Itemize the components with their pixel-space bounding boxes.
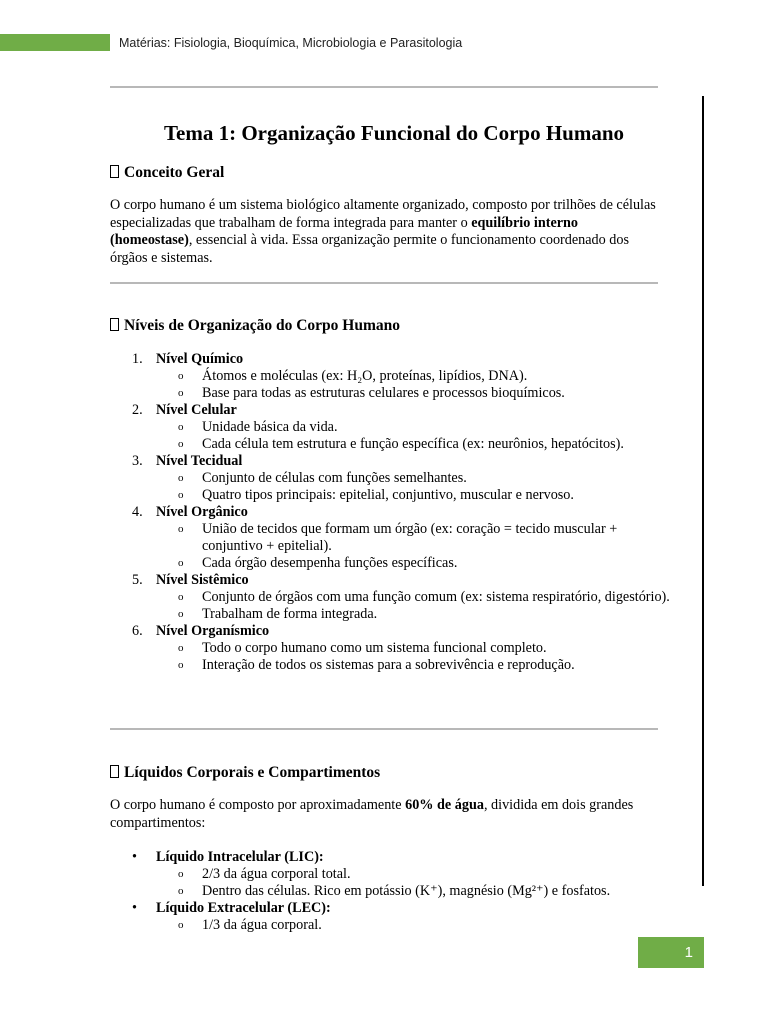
sub-bullet: o: [178, 557, 184, 569]
sub-item-text: Unidade básica da vida.: [202, 419, 338, 435]
list-item: [110, 351, 670, 368]
missing-glyph-icon: [110, 165, 119, 178]
list-number: 2.: [132, 402, 143, 418]
list-item: [110, 572, 670, 589]
compartments-list: [110, 849, 670, 934]
sub-list-item: [110, 521, 670, 555]
paragraph-text: O corpo humano é um sistema biológico altamente organizado, composto por trilhões de células especializadas que trabalham de forma integrada para manter o: [110, 197, 656, 231]
section-heading-conceito: [110, 163, 224, 183]
sub-list-item: [110, 436, 670, 453]
sub-list-item: [110, 606, 670, 623]
sub-list-item: [110, 589, 670, 606]
list-item: [110, 900, 670, 917]
page-title: Tema 1: Organização Funcional do Corpo Humano: [163, 121, 625, 145]
sub-list-item: [110, 657, 670, 674]
sub-bullet: o: [178, 919, 184, 931]
list-number: 5.: [132, 572, 143, 588]
section-heading-niveis: [110, 316, 400, 336]
sub-bullet: o: [178, 438, 184, 450]
bullet-marker: •: [132, 849, 137, 865]
margin-rule: [702, 96, 704, 886]
divider: [110, 282, 658, 284]
list-item: [110, 849, 670, 866]
sub-bullet: o: [178, 370, 184, 382]
sub-bullet: o: [178, 642, 184, 654]
sub-item-text: Átomos e moléculas (ex: H₂O, proteínas, lipídios, DNA).: [202, 368, 528, 384]
intro-paragraph: [110, 197, 660, 267]
sub-item-text: Cada órgão desempenha funções específicas.: [202, 555, 458, 571]
paragraph-text: , essencial à vida. Essa organização permite o funcionamento coordenado dos órgãos e sistemas.: [110, 232, 629, 266]
sub-item-text: Trabalham de forma integrada.: [202, 606, 378, 622]
sub-item-text: 2/3 da água corporal total.: [202, 866, 351, 882]
sub-bullet: o: [178, 421, 184, 433]
paragraph-text: O corpo humano é composto por aproximadamente: [110, 797, 406, 813]
sub-list-item: [110, 640, 670, 657]
sub-item-text: Todo o corpo humano como um sistema funcional completo.: [202, 640, 547, 656]
section-heading-label: Níveis de Organização do Corpo Humano: [124, 317, 400, 334]
sub-list-item: [110, 866, 670, 883]
sub-list-item: [110, 555, 670, 572]
compartment-label: Líquido Extracelular (LEC):: [156, 900, 331, 916]
level-label: Nível Celular: [156, 402, 237, 418]
list-item: [110, 453, 670, 470]
list-number: 3.: [132, 453, 143, 469]
sub-item-text: Conjunto de células com funções semelhantes.: [202, 470, 467, 486]
sub-bullet: o: [178, 387, 184, 399]
level-label: Nível Organísmico: [156, 623, 270, 639]
sub-list-item: [110, 883, 670, 900]
level-label: Nível Químico: [156, 351, 244, 367]
sub-list-item: [110, 487, 670, 504]
sub-item-text: Cada célula tem estrutura e função específica (ex: neurônios, hepatócitos).: [202, 436, 624, 452]
divider: [110, 86, 658, 88]
list-number: 1.: [132, 351, 143, 367]
sub-list-item: [110, 917, 670, 934]
sub-item-text: 1/3 da água corporal.: [202, 917, 322, 933]
list-number: 6.: [132, 623, 143, 639]
sub-list-item: [110, 470, 670, 487]
list-number: 4.: [132, 504, 143, 520]
compartment-label: Líquido Intracelular (LIC):: [156, 849, 324, 865]
sub-item-text: Quatro tipos principais: epitelial, conjuntivo, muscular e nervoso.: [202, 487, 574, 503]
level-label: Nível Sistêmico: [156, 572, 249, 588]
sub-bullet: o: [178, 591, 184, 603]
sub-list-item: [110, 419, 670, 436]
header-accent-bar: [0, 34, 110, 51]
running-header: Matérias: Fisiologia, Bioquímica, Microbiologia e Parasitologia: [119, 36, 463, 50]
sub-bullet: o: [178, 472, 184, 484]
sub-bullet: o: [178, 523, 184, 535]
sub-list-item: [110, 368, 670, 385]
levels-list: [110, 351, 670, 674]
list-item: [110, 623, 670, 640]
sub-item-text: Conjunto de órgãos com uma função comum (ex: sistema respiratório, digestório).: [202, 589, 670, 605]
page-number: 1: [638, 937, 704, 968]
sub-item-text: Interação de todos os sistemas para a sobrevivência e reprodução.: [202, 657, 575, 673]
fluids-paragraph: [110, 797, 660, 832]
list-item: [110, 504, 670, 521]
level-label: Nível Tecidual: [156, 453, 243, 469]
section-heading-label: Conceito Geral: [124, 164, 225, 181]
sub-bullet: o: [178, 608, 184, 620]
sub-bullet: o: [178, 659, 184, 671]
level-label: Nível Orgânico: [156, 504, 248, 520]
sub-bullet: o: [178, 885, 184, 897]
sub-item-text: Base para todas as estruturas celulares e processos bioquímicos.: [202, 385, 565, 401]
section-heading-label: Líquidos Corporais e Compartimentos: [124, 764, 381, 781]
paragraph-emphasis: equilíbrio interno (homeostase): [110, 214, 579, 248]
sub-item-text: União de tecidos que formam um órgão (ex: coração = tecido muscular + conjuntivo + epitelial).: [202, 521, 618, 554]
sub-item-text: Dentro das células. Rico em potássio (K⁺), magnésio (Mg²⁺) e fosfatos.: [202, 883, 611, 899]
missing-glyph-icon: [110, 318, 119, 331]
paragraph-emphasis: 60% de água: [405, 797, 484, 813]
paragraph-text: , dividida em dois grandes compartimentos:: [110, 797, 634, 831]
section-heading-liquidos: [110, 763, 380, 783]
bullet-marker: •: [132, 900, 137, 916]
divider: [110, 728, 658, 730]
list-item: [110, 402, 670, 419]
sub-bullet: o: [178, 868, 184, 880]
sub-bullet: o: [178, 489, 184, 501]
sub-list-item: [110, 385, 670, 402]
missing-glyph-icon: [110, 765, 119, 778]
